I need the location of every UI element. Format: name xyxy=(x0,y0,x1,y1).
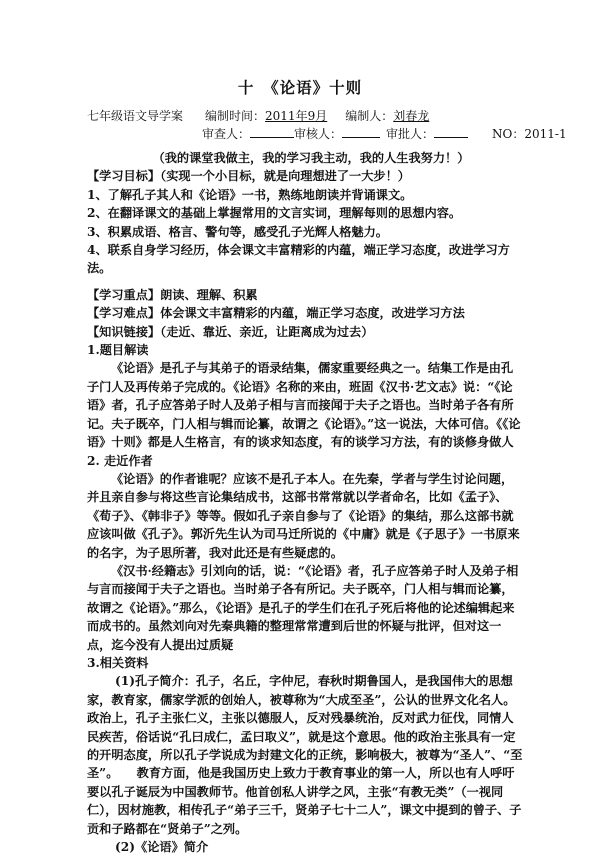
section3-paragraph-1: (1)孔子简介：孔子，名丘，字仲尼，春秋时期鲁国人，是我国伟大的思想家，教育家，儒家学派的创始人，被尊称为“大成至圣”，公认的世界文化名人。政治上，孔子主张仁义，主张以德服人，反对残暴统治，反对武力征伐，同情人民疾苦，俗话说“孔曰成仁，孟曰取义”，就是这个意思。他的政治主张具有一定的开明态度，所以孔子学说成为封建文化的正统，影响极大，被尊为“圣人”、“至圣”。 教育方面，他是我国历史上致力于教育事业的第一人，所以也有人呼吁要以孔子诞辰为中国教师节。他首创私人讲学之风，主张“有教无类”（一视同仁），因材施教，相传孔子“弟子三千，贤弟子七十二人”，课文中提到的曾子、子贡和子路都在“贤弟子”之列。 xyxy=(87,674,523,836)
checker-blank xyxy=(342,126,380,138)
key-points: 【学习重点】朗读、理解、积累 xyxy=(87,287,258,302)
compiler-value: 刘春龙 xyxy=(393,109,430,123)
goal-item-1: 1、了解孔子其人和《论语》一书，熟练地朗读并背诵课文。 xyxy=(87,187,413,202)
knowledge-link: 【知识链接】（走近、靠近、亲近，让距离成为过去） xyxy=(87,324,374,339)
goal-item-3: 3、积累成语、格言、警句等，感受孔子光辉人格魅力。 xyxy=(87,224,388,239)
compile-time-value: 2011年9月 xyxy=(265,109,328,123)
document-body xyxy=(87,149,525,856)
goal-item-4: 4、联系自身学习经历，体会课文丰富精彩的内蕴，端正学习态度，改进学习方法。 xyxy=(87,243,510,276)
goals-header: 【学习目标】（实现一个小目标，就是向理想进了一大步！） xyxy=(87,169,410,184)
reviewer-label: 审查人： xyxy=(202,127,251,141)
checker-label: 审核人： xyxy=(294,127,343,141)
section3-header: 3.相关资料 xyxy=(87,655,149,670)
motto: （我的课堂我做主，我的学习我主动，我的人生我努力！） xyxy=(152,151,470,165)
spacer xyxy=(87,278,525,286)
compile-time-label: 编制时间： xyxy=(205,109,266,123)
approver-blank xyxy=(434,126,468,138)
reviewer-blank xyxy=(250,126,294,138)
approver-label: 审批人： xyxy=(386,127,435,141)
meta-line-2 xyxy=(202,125,567,142)
section1-header: 1.题目解读 xyxy=(87,343,149,358)
document-title: 十 《论语》十则 xyxy=(237,78,363,97)
doc-number: NO：2011-1 xyxy=(492,127,567,141)
difficulties: 【学习难点】体会课文丰富精彩的内蕴，端正学习态度，改进学习方法 xyxy=(87,306,465,321)
section2-paragraph-1: 《论语》的作者谁呢？应该不是孔子本人。在先秦，学者与学生讨论问题，并且亲自参与将这些言论集结成书，这部书常常就以学者命名，比如《孟子》、《荀子》、《韩非子》等等。假如孔子亲自参与了《论语》的集结，那么这部书就应该叫做《孔子》。郭沂先生认为司马迁所说的《中庸》就是《子思子》一书原来的名字，为子思所著，我对此还是有些疑虑的。 xyxy=(87,471,520,560)
meta-line-1 xyxy=(87,107,429,124)
section1-text: 《论语》是孔子与其弟子的语录结集，儒家重要经典之一。结集工作是由孔子门人及再传弟子完成的。《论语》名称的来由，班固《汉书·艺文志》说：“《论语》者，孔子应答弟子时人及弟子相与言而接闻于夫子之语也。当时弟子各有所记。夫子既卒，门人相与辑而论纂，故谓之《论语》。”这一说法，大体可信。《《论语》十则》都是人生格言，有的谈求知态度，有的谈学习方法，有的谈修身做人 xyxy=(87,361,521,450)
section3-paragraph-2: (2)《论语》简介 xyxy=(115,840,209,855)
guide-label: 七年级语文导学案 xyxy=(87,109,184,123)
compiler-label: 编制人： xyxy=(345,109,394,123)
section2-header: 2. 走近作者 xyxy=(87,453,153,468)
section2-paragraph-2: 《汉书·经籍志》引刘向的话，说：“《论语》者，孔子应答弟子时人及弟子相与言而接闻于夫子之语也。当时弟子各有所记。夫子既卒，门人相与辑而论纂，故谓之《论语》。”那么，《论语》是孔子的学生们在孔子死后将他的论述编辑起来而成书的。虽然刘向对先秦典籍的整理常常遭到后世的怀疑与批评，但对这一点，迄今没有人提出过质疑 xyxy=(87,563,519,652)
goal-item-2: 2、在翻译课文的基础上掌握常用的文言实词，理解每则的思想内容。 xyxy=(87,206,462,221)
